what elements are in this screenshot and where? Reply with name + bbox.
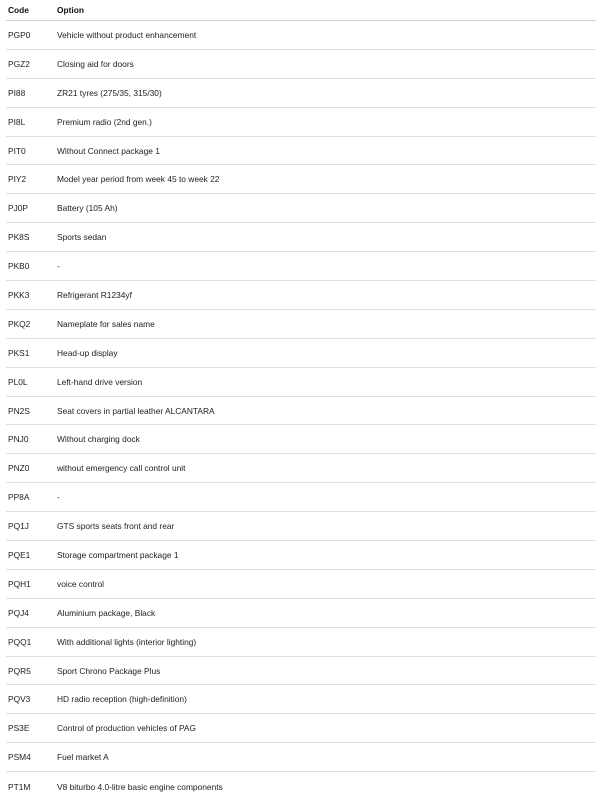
table-row (6, 483, 596, 512)
table-row (6, 339, 596, 368)
option-description: voice control (57, 578, 105, 589)
option-description: V8 biturbo 4.0-litre basic engine components (57, 781, 223, 792)
option-description: ZR21 tyres (275/35, 315/30) (57, 87, 162, 98)
option-code: PQR5 (8, 665, 31, 676)
option-description: Sport Chrono Package Plus (57, 665, 161, 676)
option-code: PIT0 (8, 145, 26, 156)
option-description: Premium radio (2nd gen.) (57, 116, 152, 127)
option-description: Vehicle without product enhancement (57, 29, 197, 40)
option-code: PNJ0 (8, 434, 29, 445)
option-description: Refrigerant R1234yf (57, 289, 132, 300)
option-code: PP8A (8, 492, 30, 503)
option-code: PQQ1 (8, 636, 32, 647)
table-header (6, 0, 596, 21)
table-row (6, 194, 596, 223)
option-description: Closing aid for doors (57, 58, 134, 69)
option-code: PKQ2 (8, 318, 31, 329)
option-code: PS3E (8, 723, 30, 734)
table-row (6, 281, 596, 310)
option-description: - (57, 261, 60, 272)
table-row (6, 512, 596, 541)
table-row (6, 397, 596, 426)
option-description: Seat covers in partial leather ALCANTARA (57, 405, 215, 416)
option-code: PI8L (8, 116, 26, 127)
option-code: PQJ4 (8, 607, 29, 618)
option-code: PGZ2 (8, 58, 30, 69)
option-description: Sports sedan (57, 232, 107, 243)
option-description: Model year period from week 45 to week 22 (57, 174, 220, 185)
table-row (6, 137, 596, 166)
option-description: Nameplate for sales name (57, 318, 155, 329)
option-code: PGP0 (8, 29, 31, 40)
option-description: With additional lights (interior lighting) (57, 636, 197, 647)
table-row (6, 541, 596, 570)
table-row (6, 21, 596, 50)
option-code: PK8S (8, 232, 30, 243)
option-code: PKK3 (8, 289, 30, 300)
header-option: Option (57, 5, 84, 15)
table-row (6, 50, 596, 79)
option-description: HD radio reception (high-definition) (57, 694, 187, 705)
table-row (6, 425, 596, 454)
option-description: Without Connect package 1 (57, 145, 160, 156)
table-row (6, 714, 596, 743)
table-row (6, 165, 596, 194)
table-row (6, 599, 596, 628)
option-description: Head-up display (57, 347, 118, 358)
option-description: Storage compartment package 1 (57, 549, 179, 560)
option-description: Left-hand drive version (57, 376, 143, 387)
option-code: PQV3 (8, 694, 31, 705)
table-body (6, 21, 596, 801)
option-description: Aluminium package, Black (57, 607, 156, 618)
option-description: without emergency call control unit (57, 463, 186, 474)
option-code: PIY2 (8, 174, 27, 185)
option-code: PQE1 (8, 549, 31, 560)
table-row (6, 628, 596, 657)
option-code: PN2S (8, 405, 30, 416)
table-row (6, 310, 596, 339)
option-description: Control of production vehicles of PAG (57, 723, 197, 734)
table-row (6, 772, 596, 801)
table-row (6, 368, 596, 397)
header-code: Code (8, 5, 29, 15)
table-row (6, 252, 596, 281)
table-row (6, 454, 596, 483)
table-row (6, 657, 596, 686)
option-description: - (57, 492, 60, 503)
table-row (6, 79, 596, 108)
option-description: GTS sports seats front and rear (57, 521, 175, 532)
table-row (6, 108, 596, 137)
option-code: PQ1J (8, 521, 29, 532)
option-code: PNZ0 (8, 463, 30, 474)
option-code: PKS1 (8, 347, 30, 358)
option-code: PKB0 (8, 261, 30, 272)
option-code: PJ0P (8, 203, 29, 214)
option-code: PSM4 (8, 752, 31, 763)
option-code: PQH1 (8, 578, 31, 589)
option-code: PL0L (8, 376, 28, 387)
options-table (6, 0, 596, 801)
option-description: Without charging dock (57, 434, 140, 445)
option-description: Fuel market A (57, 752, 109, 763)
table-row (6, 570, 596, 599)
option-code: PI88 (8, 87, 26, 98)
table-row (6, 223, 596, 252)
option-description: Battery (105 Ah) (57, 203, 118, 214)
table-row (6, 743, 596, 772)
table-row (6, 685, 596, 714)
option-code: PT1M (8, 781, 31, 792)
